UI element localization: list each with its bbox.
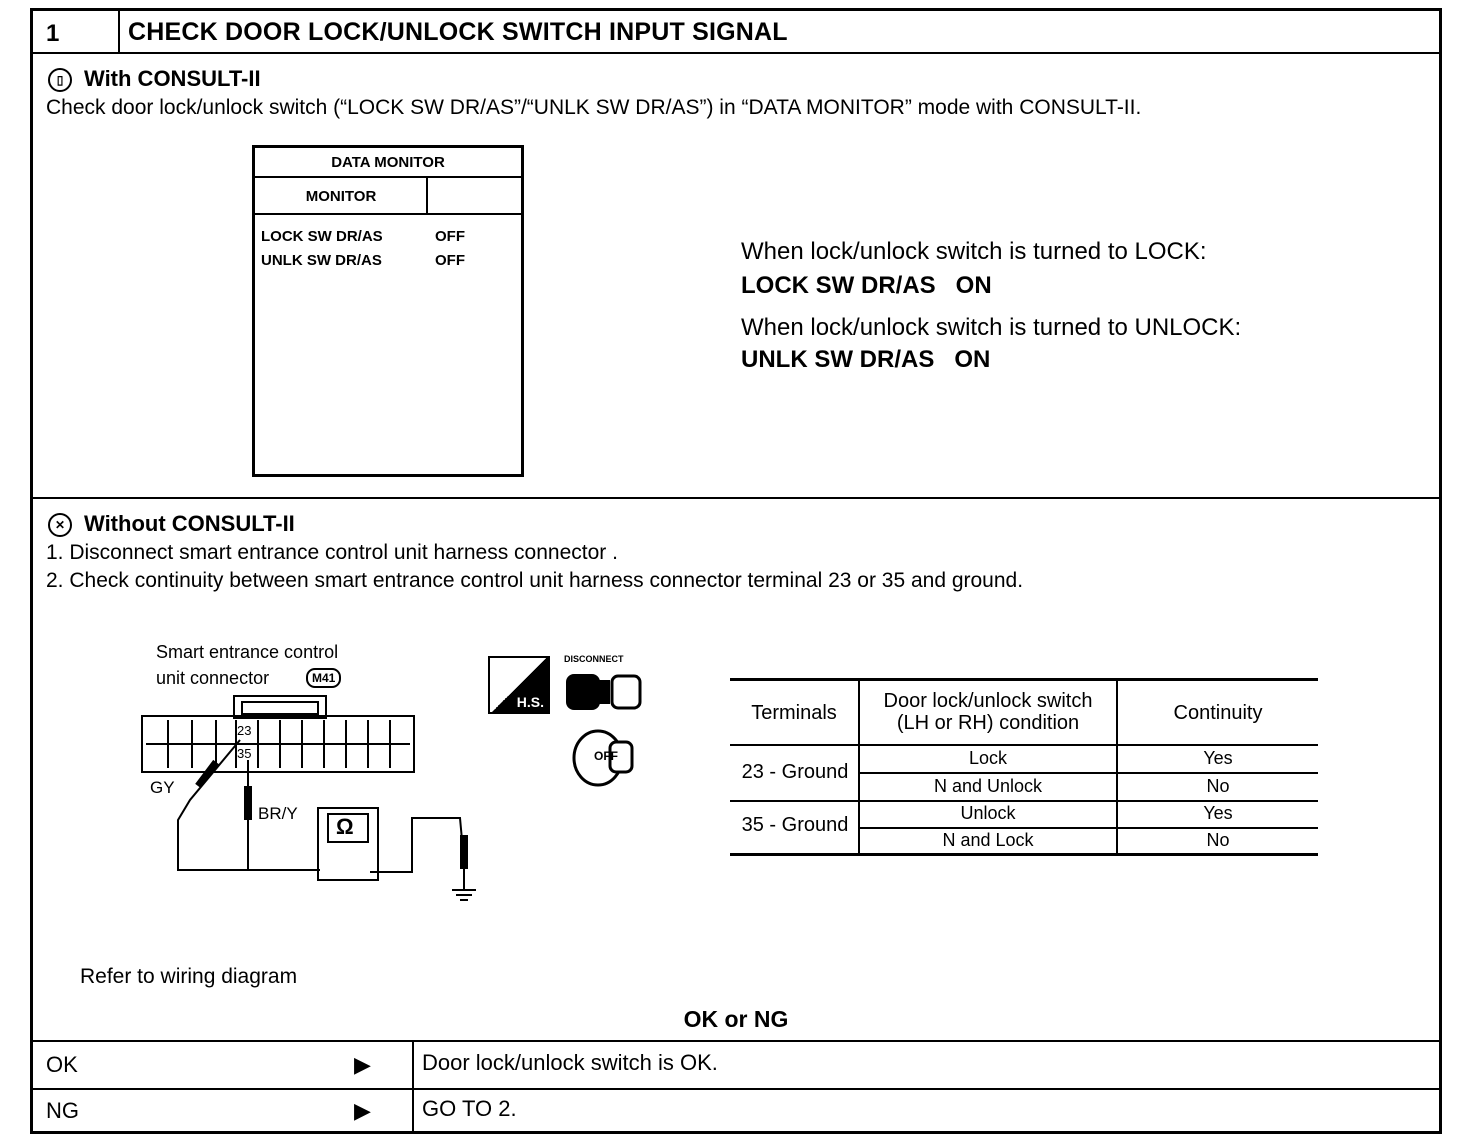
continuity-table bbox=[730, 678, 1318, 858]
wire-color-label: BR/Y bbox=[258, 804, 298, 823]
condition-cell: N and Lock bbox=[942, 830, 1034, 850]
terminals-cell: 23 - Ground bbox=[741, 761, 849, 783]
result-label-ng: NG bbox=[46, 1098, 79, 1123]
instruction-step: 1. Disconnect smart entrance control unit harness connector . bbox=[46, 541, 618, 564]
condition-cell: Unlock bbox=[960, 803, 1016, 823]
divider bbox=[860, 772, 1318, 774]
data-monitor-title: DATA MONITOR bbox=[331, 154, 445, 171]
divider bbox=[730, 678, 1318, 681]
divider bbox=[426, 176, 428, 214]
terminal-label: 23 bbox=[237, 723, 252, 738]
step-title: CHECK DOOR LOCK/UNLOCK SWITCH INPUT SIGNAL bbox=[128, 18, 788, 46]
divider bbox=[860, 827, 1318, 829]
no-consult-icon: ✕ bbox=[48, 513, 72, 537]
continuity-cell: No bbox=[1206, 776, 1230, 796]
divider bbox=[30, 497, 1442, 499]
column-header: Door lock/unlock switch bbox=[883, 690, 1093, 712]
divider bbox=[30, 1088, 1442, 1090]
consult-instruction: Check door lock/unlock switch (“LOCK SW DR/AS”/“UNLK SW DR/AS”) in “DATA MONITOR” mode with CONSULT-II. bbox=[46, 96, 1142, 119]
condition-cell: Lock bbox=[968, 748, 1008, 768]
ok-or-ng-heading: OK or NG bbox=[683, 1006, 789, 1032]
column-header: Terminals bbox=[751, 702, 837, 724]
unlock-condition: When lock/unlock switch is turned to UNLOCK: bbox=[741, 314, 1242, 341]
arrow-right-icon: ▶ bbox=[354, 1098, 371, 1123]
wire-color-label: GY bbox=[150, 778, 175, 797]
monitor-item: UNLK SW DR/AS bbox=[261, 252, 382, 269]
terminal-label: 35 bbox=[237, 746, 252, 761]
divider bbox=[412, 1040, 414, 1134]
without-consult-heading: Without CONSULT-II bbox=[84, 511, 295, 536]
hot-stamp-icon bbox=[488, 656, 550, 714]
result-action-ok: Door lock/unlock switch is OK. bbox=[422, 1050, 718, 1075]
step-number: 1 bbox=[46, 20, 60, 47]
arrow-right-icon: ▶ bbox=[354, 1052, 371, 1077]
divider bbox=[730, 853, 1318, 856]
lock-condition: When lock/unlock switch is turned to LOCK: bbox=[741, 238, 1207, 265]
monitor-item: LOCK SW DR/AS bbox=[261, 228, 383, 245]
disconnect-icon bbox=[562, 666, 644, 718]
monitor-value: OFF bbox=[435, 228, 465, 245]
hs-label: H.S. bbox=[516, 694, 544, 710]
divider bbox=[30, 52, 1442, 54]
refer-note: Refer to wiring diagram bbox=[80, 965, 298, 988]
result-label-ok: OK bbox=[46, 1052, 78, 1077]
divider bbox=[255, 213, 521, 215]
instruction-step: 2. Check continuity between smart entrance control unit harness connector terminal 23 or 35 and ground. bbox=[46, 569, 1024, 592]
disconnect-label: DISCONNECT bbox=[564, 654, 624, 664]
column-header: (LH or RH) condition bbox=[896, 712, 1080, 734]
divider bbox=[730, 744, 1318, 746]
connector-label: Smart entrance control bbox=[156, 642, 339, 662]
monitor-column-header: MONITOR bbox=[305, 188, 377, 205]
data-monitor-box bbox=[252, 145, 524, 477]
condition-cell: N and Unlock bbox=[933, 776, 1043, 796]
result-action-ng: GO TO 2. bbox=[422, 1096, 517, 1121]
continuity-diagram bbox=[130, 690, 490, 910]
unlock-result: UNLK SW DR/AS ON bbox=[741, 346, 991, 373]
terminals-cell: 35 - Ground bbox=[741, 814, 849, 836]
connector-id-badge: M41 bbox=[306, 668, 341, 688]
monitor-value: OFF bbox=[435, 252, 465, 269]
with-consult-heading: With CONSULT-II bbox=[84, 66, 261, 91]
ohmmeter-icon: Ω bbox=[336, 814, 354, 839]
continuity-cell: Yes bbox=[1203, 803, 1233, 823]
column-header: Continuity bbox=[1173, 702, 1263, 724]
divider bbox=[730, 800, 1318, 802]
connector-label: unit connector bbox=[156, 668, 270, 688]
consult-icon: ▯ bbox=[48, 68, 72, 92]
lock-result: LOCK SW DR/AS ON bbox=[741, 272, 992, 299]
divider bbox=[255, 176, 521, 178]
divider bbox=[30, 1040, 1442, 1042]
off-label: OFF bbox=[594, 749, 618, 763]
continuity-cell: No bbox=[1206, 830, 1230, 850]
continuity-cell: Yes bbox=[1203, 748, 1233, 768]
divider bbox=[118, 8, 120, 53]
